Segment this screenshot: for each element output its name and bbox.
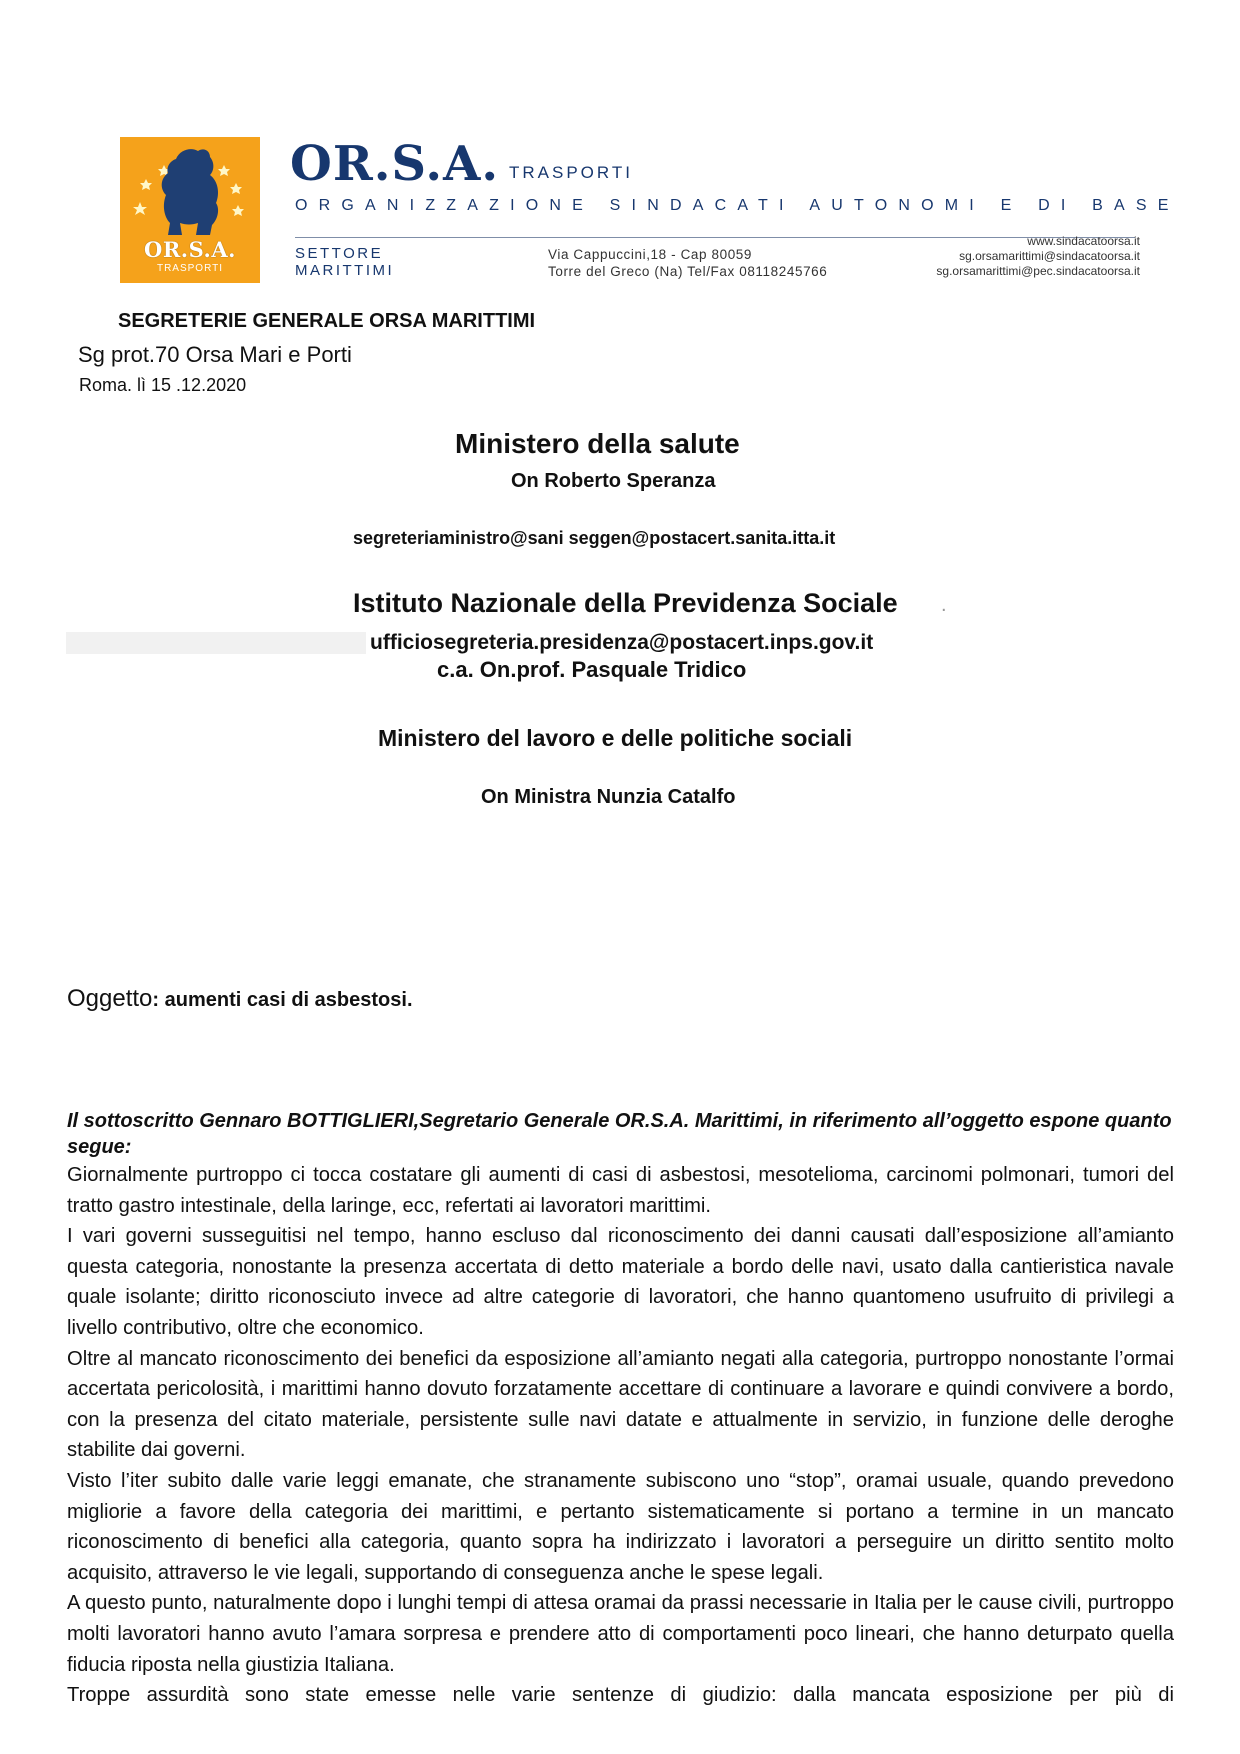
brand-sub: TRASPORTI — [509, 163, 633, 182]
contacts — [880, 234, 1140, 279]
recipient-2-person: c.a. On.prof. Pasquale Tridico — [437, 657, 747, 682]
sector-label — [295, 245, 394, 279]
body-paragraph: Visto l’iter subito dalle varie leggi emanate, che stranamente subiscono uno “stop”, oramai usuale, quando prevedono migliorie a favore della categoria dei marittimi, e pertanto sistematicamente si portano a termine in un mancato riconoscimento di benefici alla categoria, quanto sopra ha indirizzato i lavoratori a perseguire un diritto sentito molto acquisito, attraverso le vie legali, supportando di conseguenza anche le spese legali. — [67, 1469, 1174, 1584]
website-link[interactable]: www.sindacatoorsa.it — [1027, 234, 1140, 248]
sender-title: SEGRETERIE GENERALE ORSA MARITTIMI — [118, 310, 536, 332]
subject-text: : aumenti casi di asbestosi. — [152, 989, 413, 1011]
email-link[interactable]: sg.orsamarittimi@sindacatoorsa.it — [959, 249, 1140, 263]
protocol-number: Sg prot.70 Orsa Mari e Porti — [78, 342, 352, 367]
recipient-2-name: Istituto Nazionale della Previdenza Sociale — [353, 588, 898, 618]
pec-email-link[interactable]: sg.orsamarittimi@pec.sindacatoorsa.it — [936, 264, 1140, 278]
sector-line2: MARITTIMI — [295, 262, 395, 279]
recipient-1-person: On Roberto Speranza — [511, 470, 716, 492]
body-paragraph: Troppe assurdità sono state emesse nelle varie sentenze di giudizio: dalla mancata esposizione per più di — [67, 1684, 1174, 1707]
brand-name: OR.S.A. — [290, 136, 500, 192]
subject-label: Oggetto — [67, 985, 153, 1012]
recipient-1-email: segreteriaministro@sani seggen@postacert.sanita.itta.it — [353, 528, 836, 548]
body-intro: Il sottoscritto Gennaro BOTTIGLIERI,Segretario Generale OR.S.A. Marittimi, in riferimento all’oggetto espone quanto segue: — [67, 1110, 1172, 1158]
recipient-2-email: ufficiosegreteria.presidenza@postacert.inps.gov.it — [370, 631, 874, 654]
logo-text: OR.S.A. — [144, 237, 236, 262]
sector-line1: SETTORE — [295, 245, 384, 262]
subject-line — [67, 985, 413, 1013]
body-text — [67, 1160, 1174, 1711]
recipient-1-name: Ministero della salute — [455, 428, 740, 459]
body-paragraph: A questo punto, naturalmente dopo i lunghi tempi di attesa oramai da prassi necessarie in Italia per le cause civili, purtroppo molti lavoratori hanno avuto l’amara sorpresa e prendere atto di comportamenti poco lineari, che hanno deturpato quella fiducia riposta nella giustizia Italiana. — [67, 1592, 1174, 1676]
letter-date: Roma. lì 15 .12.2020 — [79, 375, 247, 395]
orsa-logo — [120, 137, 260, 283]
address — [548, 246, 827, 280]
address-line1: Via Cappuccini,18 - Cap 80059 — [548, 247, 753, 262]
org-name: ORGANIZZAZIONE SINDACATI AUTONOMI E DI BASE — [295, 197, 1180, 214]
logo-subtext: TRASPORTI — [156, 263, 224, 274]
address-line2: Torre del Greco (Na) Tel/Fax 08118245766 — [548, 264, 828, 279]
recipient-3-name: Ministero del lavoro e delle politiche sociali — [378, 725, 853, 751]
body-paragraph: I vari governi susseguitisi nel tempo, hanno escluso dal riconoscimento dei danni causati dall’esposizione all’amianto questa categoria, nonostante la presenza accertata di detto materiale a bordo delle navi, usato dalla cantieristica navale quale isolante; diritto riconosciuto invece ad altre categorie di lavoratori, che hanno quantomeno usufruito di privilegi a livello contributivo, oltre che economico. — [67, 1225, 1174, 1339]
recipient-2-period: . — [941, 594, 947, 616]
recipient-3-person: On Ministra Nunzia Catalfo — [481, 786, 736, 808]
body-paragraph: Giornalmente purtroppo ci tocca costatare gli aumenti di casi di asbestosi, mesotelioma, carcinomi polmonari, tumori del tratto gastro intestinale, della laringe, ecc, refertati ai lavoratori marittimi. — [67, 1164, 1174, 1217]
highlight-band — [66, 632, 366, 654]
body-paragraph: Oltre al mancato riconoscimento dei benefici da esposizione all’amianto negati alla categoria, purtroppo nonostante l’ormai accertata pericolosità, i marittimi hanno dovuto forzatamente accettare di continuare a lavorare e quindi convivere a bordo, con la presenza del citato materiale, persistente sulle navi datate e attualmente in servizio, in funzione delle deroghe stabilite dai governi. — [67, 1347, 1174, 1462]
